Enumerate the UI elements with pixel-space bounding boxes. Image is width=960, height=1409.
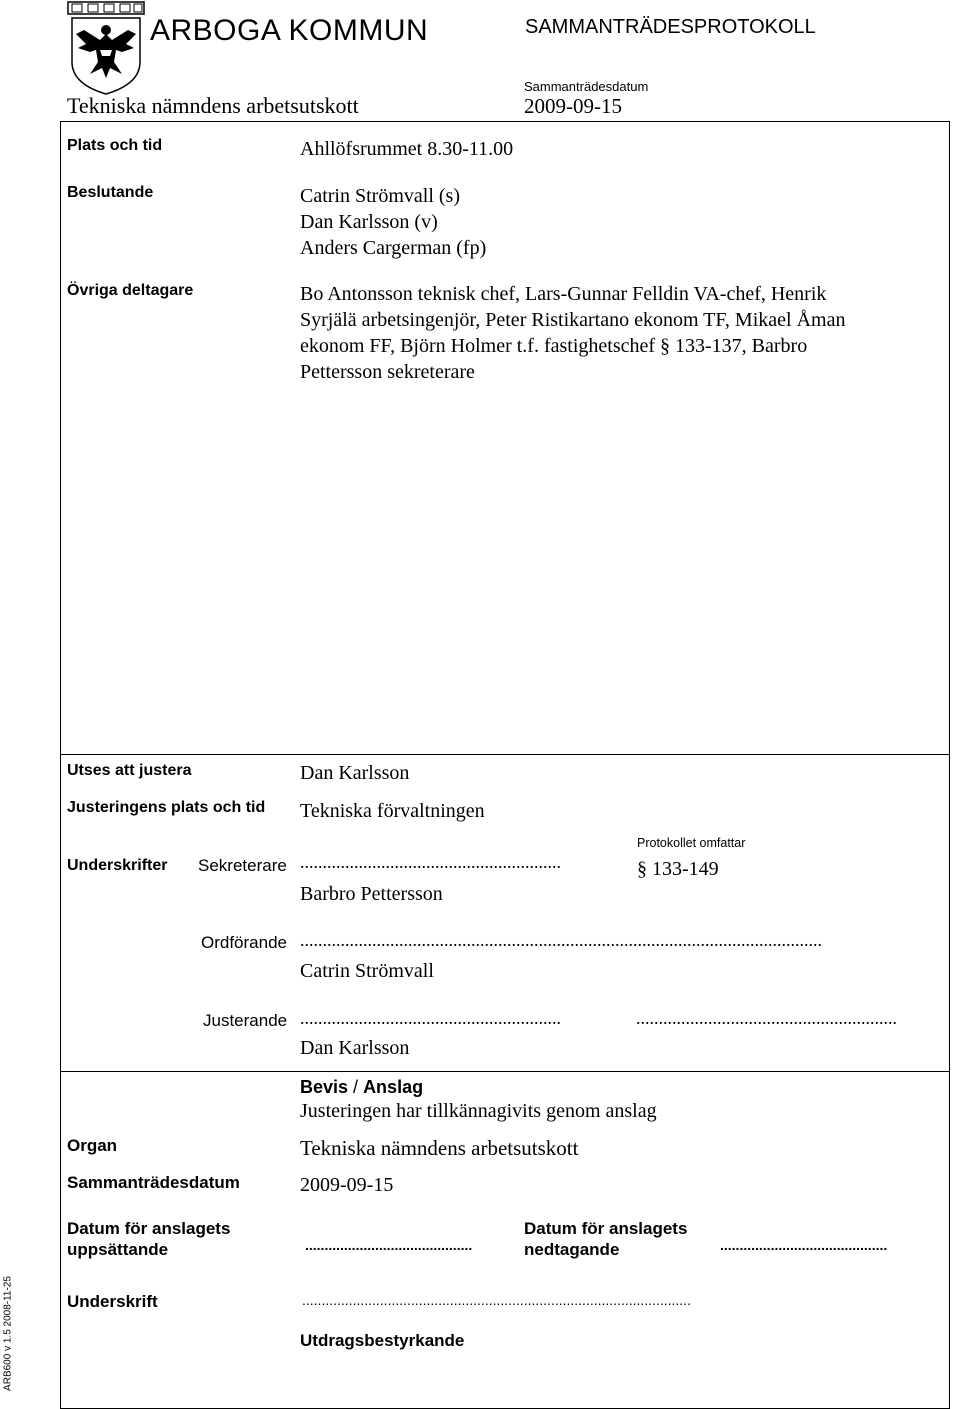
notice-meeting-date-value: 2009-09-15	[300, 1174, 394, 1196]
other-participants-line: Pettersson sekreterare	[300, 361, 475, 383]
meeting-date: 2009-09-15	[524, 94, 622, 118]
protocol-covers-value: § 133-149	[637, 858, 719, 880]
notice-subtitle: Justeringen har tillkännagivits genom anslag	[300, 1100, 657, 1122]
removed-date-label-line1: Datum för anslagets	[524, 1219, 688, 1238]
certified-extract-label: Utdragsbestyrkande	[300, 1331, 465, 1350]
secretary-signature-line: ..........................................................	[300, 852, 561, 872]
appointed-adjuster-value: Dan Karlsson	[300, 762, 410, 784]
meeting-section-frame	[60, 121, 950, 755]
adjuster-label: Justerande	[203, 1011, 288, 1030]
form-version: ARB600 v 1.5 2008-11-25	[2, 1276, 14, 1391]
organ-value: Tekniska nämndens arbetsutskott	[300, 1136, 579, 1160]
municipality-name: ARBOGA KOMMUN	[150, 14, 429, 47]
other-participants-line: Bo Antonsson teknisk chef, Lars-Gunnar Felldin VA-chef, Henrik	[300, 283, 827, 305]
removed-date-line: ...........................................	[720, 1237, 888, 1253]
notice-title	[300, 1077, 423, 1098]
place-value: Ahllöfsrummet 8.30-11.00	[300, 138, 514, 160]
removed-date-label-line2: nedtagande	[524, 1240, 620, 1259]
municipal-logo	[66, 0, 146, 96]
signature-label: Underskrift	[67, 1292, 158, 1311]
other-participants-line: ekonom FF, Björn Holmer t.f. fastighetschef § 133-137, Barbro	[300, 335, 808, 357]
adjuster-name: Dan Karlsson	[300, 1037, 410, 1059]
protocol-covers-label: Protokollet omfattar	[637, 836, 746, 850]
second-adjuster-signature-line: ..........................................................	[636, 1008, 897, 1028]
committee-title: Tekniska nämndens arbetsutskott	[67, 93, 359, 118]
chair-label: Ordförande	[201, 933, 287, 952]
posted-date-label-line2: uppsättande	[67, 1240, 169, 1259]
secretary-name: Barbro Pettersson	[300, 883, 443, 905]
notice-title-proof: Bevis	[300, 1077, 349, 1097]
adjustment-place-value: Tekniska förvaltningen	[300, 800, 485, 822]
chair-signature-line: ....................................................................................................................	[300, 930, 822, 950]
signature-line: ....................................................................................................	[302, 1292, 691, 1308]
notice-title-separator: /	[348, 1077, 364, 1097]
other-participants-line: Syrjälä arbetsingenjör, Peter Ristikartano ekonom TF, Mikael Åman	[300, 309, 846, 331]
adjustment-place-label: Justeringens plats och tid	[67, 799, 266, 816]
chair-name: Catrin Strömvall	[300, 960, 434, 982]
adjuster-signature-line: ..........................................................	[300, 1008, 561, 1028]
meeting-date-label: Sammanträdesdatum	[524, 79, 649, 94]
deciding-member: Anders Cargerman (fp)	[300, 237, 487, 259]
notice-title-notice: Anslag	[363, 1077, 424, 1097]
coat-of-arms-icon	[66, 0, 146, 96]
place-label: Plats och tid	[67, 137, 163, 154]
other-participants-label: Övriga deltagare	[67, 282, 194, 299]
posted-date-label-line1: Datum för anslagets	[67, 1219, 231, 1238]
notice-meeting-date-label: Sammanträdesdatum	[67, 1173, 240, 1192]
deciding-label: Beslutande	[67, 184, 154, 201]
document-type: SAMMANTRÄDESPROTOKOLL	[525, 16, 816, 38]
signatures-label: Underskrifter	[67, 857, 168, 874]
appointed-adjuster-label: Utses att justera	[67, 762, 192, 779]
deciding-member: Dan Karlsson (v)	[300, 211, 438, 233]
organ-label: Organ	[67, 1136, 118, 1155]
posted-date-line: ...........................................	[305, 1237, 473, 1253]
deciding-member: Catrin Strömvall (s)	[300, 185, 460, 207]
secretary-label: Sekreterare	[198, 856, 287, 875]
